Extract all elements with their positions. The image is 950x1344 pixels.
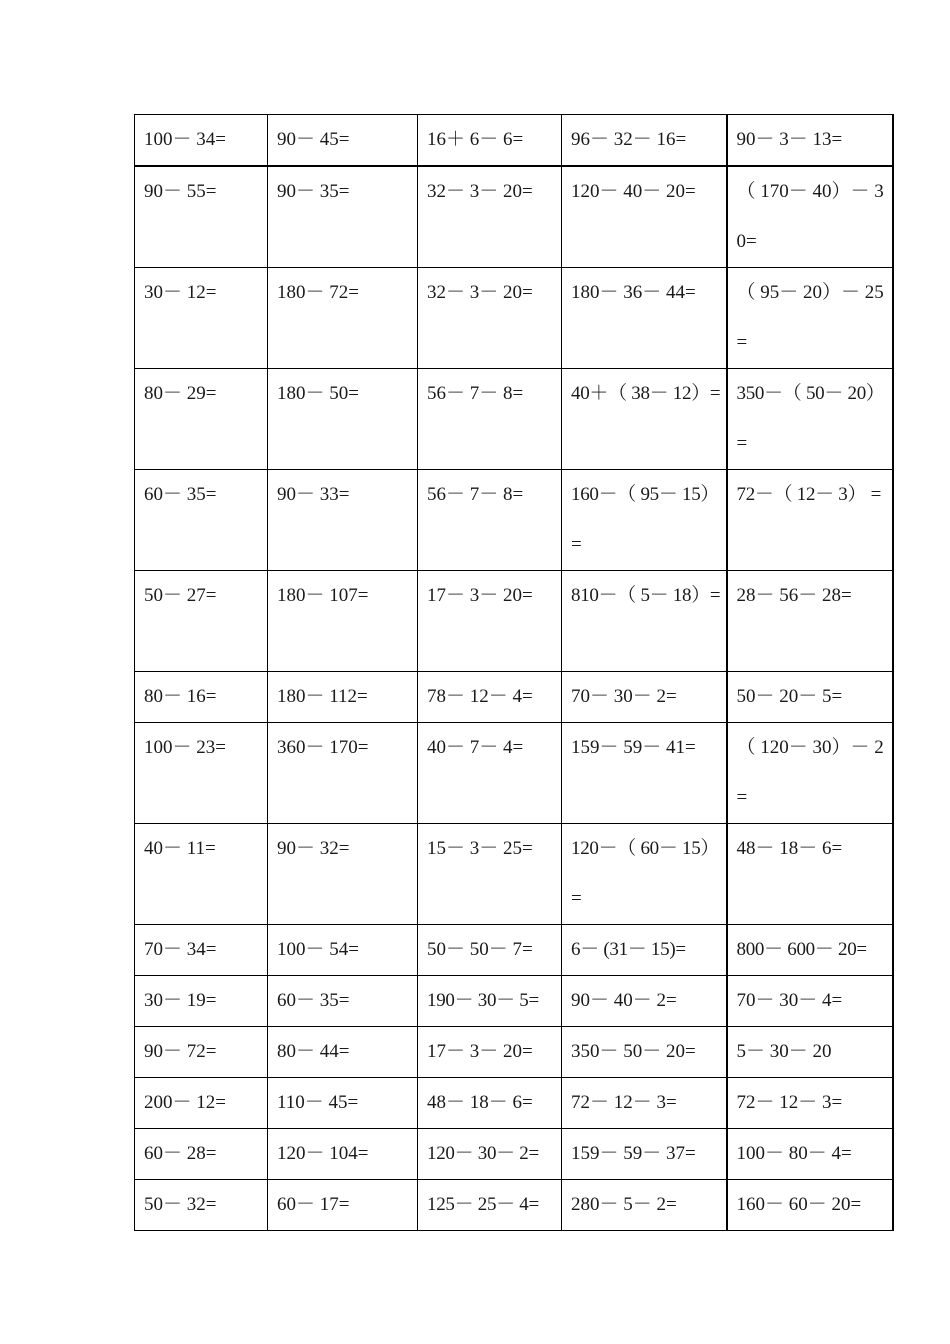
table-row [135,1180,893,1231]
problem-cell: 80－ 16= [135,672,268,723]
problem-cell: 50－ 20－ 5= [727,672,893,723]
problem-cell: 50－ 50－ 7= [418,925,562,976]
problem-cell: 78－ 12－ 4= [418,672,562,723]
exercise-table-body [135,115,893,1231]
problem-cell: 40－ 11= [135,824,268,925]
problem-cell: （ 120－ 30）－ 2= [727,723,893,824]
problem-cell: 60－ 35= [268,976,418,1027]
table-row [135,1027,893,1078]
table-row [135,470,893,571]
problem-cell: 70－ 34= [135,925,268,976]
problem-cell: 30－ 19= [135,976,268,1027]
problem-cell: 40＋（ 38－ 12）= [562,369,727,470]
problem-cell: 72－（ 12－ 3） = [727,470,893,571]
problem-cell: 50－ 27= [135,571,268,672]
problem-cell: 125－ 25－ 4= [418,1180,562,1231]
problem-cell: 16＋ 6－ 6= [418,115,562,167]
problem-cell: 120－（ 60－ 15）= [562,824,727,925]
table-row [135,166,893,268]
problem-cell: 90－ 32= [268,824,418,925]
table-row [135,976,893,1027]
problem-cell: 800－ 600－ 20= [727,925,893,976]
table-row [135,824,893,925]
problem-cell: 120－ 30－ 2= [418,1129,562,1180]
problem-cell: 180－ 112= [268,672,418,723]
problem-cell: 32－ 3－ 20= [418,268,562,369]
problem-cell: 60－ 17= [268,1180,418,1231]
problem-cell: 810－（ 5－ 18）= [562,571,727,672]
problem-cell: 190－ 30－ 5= [418,976,562,1027]
problem-cell: 90－ 72= [135,1027,268,1078]
problem-cell: 160－ 60－ 20= [727,1180,893,1231]
problem-cell: 56－ 7－ 8= [418,470,562,571]
problem-cell: 90－ 35= [268,166,418,268]
problem-cell: 90－ 40－ 2= [562,976,727,1027]
problem-cell: 30－ 12= [135,268,268,369]
problem-cell: 100－ 34= [135,115,268,167]
problem-cell: 40－ 7－ 4= [418,723,562,824]
problem-cell: 28－ 56－ 28= [727,571,893,672]
table-row [135,672,893,723]
problem-cell: 350－（ 50－ 20）= [727,369,893,470]
problem-cell: 90－ 55= [135,166,268,268]
problem-cell: 100－ 23= [135,723,268,824]
table-row [135,1129,893,1180]
problem-cell: 90－ 45= [268,115,418,167]
problem-cell: 180－ 36－ 44= [562,268,727,369]
problem-cell: 180－ 50= [268,369,418,470]
problem-cell: 48－ 18－ 6= [727,824,893,925]
problem-cell: 80－ 44= [268,1027,418,1078]
problem-cell: 70－ 30－ 2= [562,672,727,723]
problem-cell: 80－ 29= [135,369,268,470]
problem-cell: 120－ 104= [268,1129,418,1180]
problem-cell: 56－ 7－ 8= [418,369,562,470]
problem-cell: 159－ 59－ 37= [562,1129,727,1180]
problem-cell: 60－ 35= [135,470,268,571]
problem-cell: 120－ 40－ 20= [562,166,727,268]
problem-cell: 90－ 33= [268,470,418,571]
problem-cell: 110－ 45= [268,1078,418,1129]
problem-cell: 100－ 54= [268,925,418,976]
problem-cell: 350－ 50－ 20= [562,1027,727,1078]
problem-cell: 60－ 28= [135,1129,268,1180]
table-row [135,571,893,672]
problem-cell: 15－ 3－ 25= [418,824,562,925]
problem-cell: 160－（ 95－ 15）= [562,470,727,571]
problem-cell: 90－ 3－ 13= [727,115,893,167]
problem-cell: 17－ 3－ 20= [418,1027,562,1078]
problem-cell: 5－ 30－ 20 [727,1027,893,1078]
problem-cell: 159－ 59－ 41= [562,723,727,824]
problem-cell: 180－ 72= [268,268,418,369]
table-row [135,723,893,824]
problem-cell: 72－ 12－ 3= [727,1078,893,1129]
problem-cell: （ 95－ 20）－ 25= [727,268,893,369]
problem-cell: 180－ 107= [268,571,418,672]
problem-cell: 32－ 3－ 20= [418,166,562,268]
table-row [135,1078,893,1129]
problem-cell: 280－ 5－ 2= [562,1180,727,1231]
problem-cell: 72－ 12－ 3= [562,1078,727,1129]
table-row [135,268,893,369]
problem-cell: 48－ 18－ 6= [418,1078,562,1129]
problem-cell: 96－ 32－ 16= [562,115,727,167]
problem-cell: 50－ 32= [135,1180,268,1231]
exercise-table [134,114,894,1231]
problem-cell: 360－ 170= [268,723,418,824]
problem-cell: （ 170－ 40）－ 30= [727,166,893,268]
problem-cell: 17－ 3－ 20= [418,571,562,672]
problem-cell: 100－ 80－ 4= [727,1129,893,1180]
table-row [135,115,893,167]
problem-cell: 6－ (31－ 15)= [562,925,727,976]
table-row [135,369,893,470]
problem-cell: 70－ 30－ 4= [727,976,893,1027]
table-row [135,925,893,976]
problem-cell: 200－ 12= [135,1078,268,1129]
